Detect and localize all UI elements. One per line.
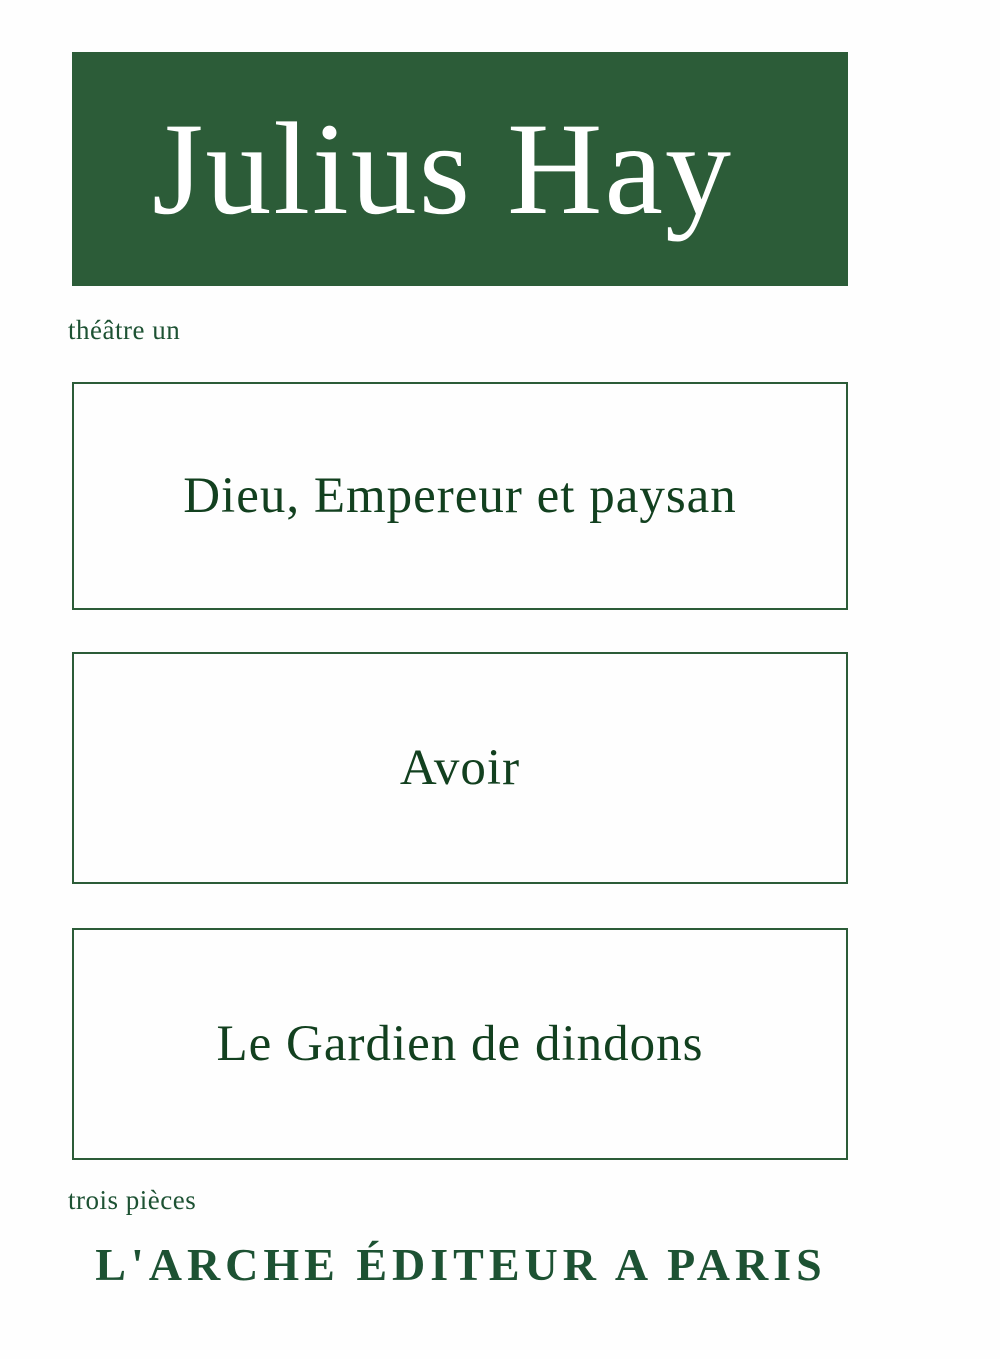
series-caption: théâtre un xyxy=(68,315,181,345)
play-title-box xyxy=(72,652,848,884)
pieces-caption: trois pièces xyxy=(68,1185,197,1215)
play-title-box xyxy=(72,382,848,610)
play-title-label: Le Gardien de dindons xyxy=(216,1015,704,1072)
author-name: Julius Hay xyxy=(152,95,733,242)
play-title-box xyxy=(72,928,848,1160)
author-banner xyxy=(72,52,848,286)
play-title-label: Avoir xyxy=(399,739,521,796)
publisher-line: L'ARCHE ÉDITEUR A PARIS xyxy=(95,1239,827,1290)
play-title-label: Dieu, Empereur et paysan xyxy=(183,467,737,524)
